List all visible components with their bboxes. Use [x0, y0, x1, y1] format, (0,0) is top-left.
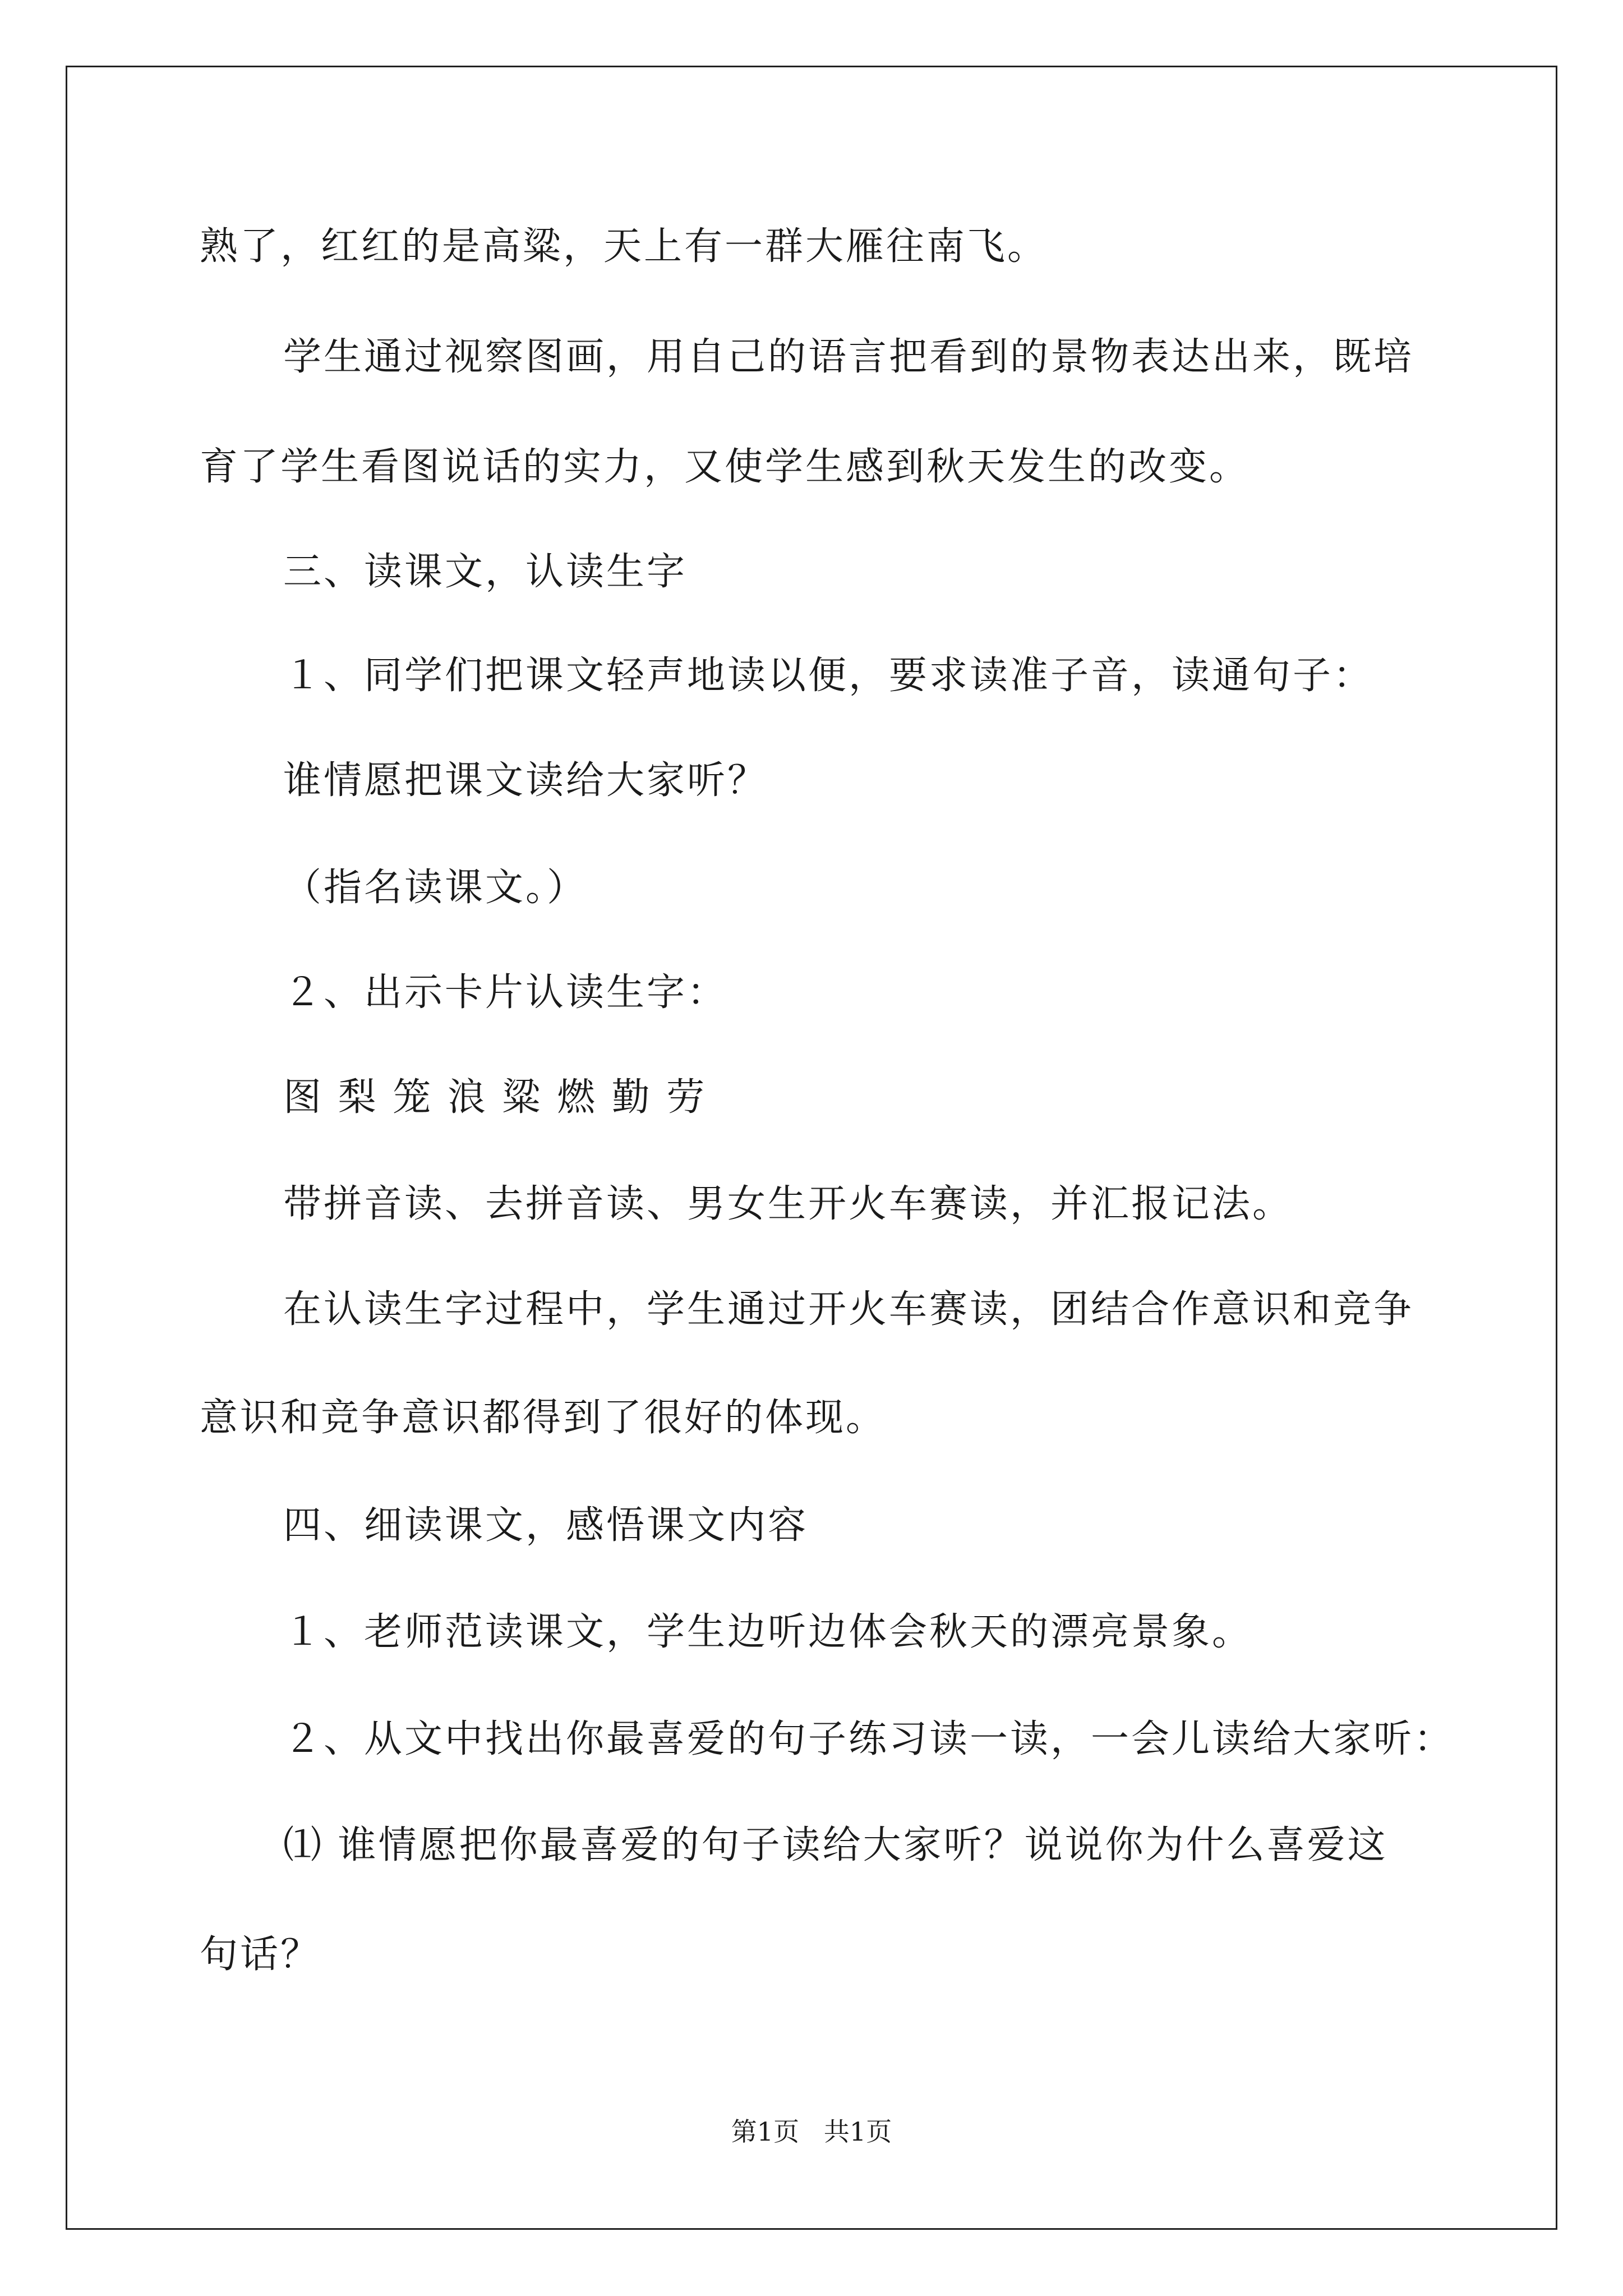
paragraph-line: 熟了，红红的是高粱，天上有一群大雁往南飞。 — [200, 224, 1048, 269]
paragraph-line: 谁情愿把课文读给大家听？ — [283, 758, 768, 803]
paragraph-line: 意识和竞争意识都得到了很好的体现。 — [200, 1396, 887, 1440]
page-footer: 第1页 共1页 — [731, 2116, 892, 2147]
paragraph-line: １、老师范读课文，学生边听边体会秋天的漂亮景象。 — [283, 1610, 1253, 1654]
paragraph-line: １、同学们把课文轻声地读以便，要求读准子音，读通句子： — [283, 654, 1374, 698]
section-heading: 三、读课文，认读生字 — [283, 550, 688, 594]
page-border — [66, 66, 1557, 2230]
paragraph-line: （指名读课文。） — [283, 866, 588, 910]
paragraph-line: 育了学生看图说话的实力，又使学生感到秋天发生的改变。 — [200, 445, 1250, 489]
paragraph-line: ２、从文中找出你最喜爱的句子练习读一读，一会儿读给大家听： — [283, 1717, 1455, 1761]
paragraph-line: ⑴ 谁情愿把你最喜爱的句子读给大家听？说说你为什么喜爱这 — [283, 1823, 1388, 1867]
paragraph-line: 句话？ — [200, 1932, 321, 1977]
paragraph-line: 在认读生字过程中，学生通过开火车赛读，团结合作意识和竞争 — [283, 1287, 1414, 1332]
section-heading: 四、细读课文，感悟课文内容 — [283, 1503, 809, 1548]
paragraph-line: ２、出示卡片认读生字： — [283, 970, 728, 1015]
character-list: 图 梨 笼 浪 粱 燃 勤 劳 — [283, 1075, 707, 1120]
paragraph-line: 学生通过视察图画，用自己的语言把看到的景物表达出来，既培 — [283, 335, 1414, 379]
paragraph-line: 带拼音读、去拼音读、男女生开火车赛读，并汇报记法。 — [283, 1182, 1293, 1226]
